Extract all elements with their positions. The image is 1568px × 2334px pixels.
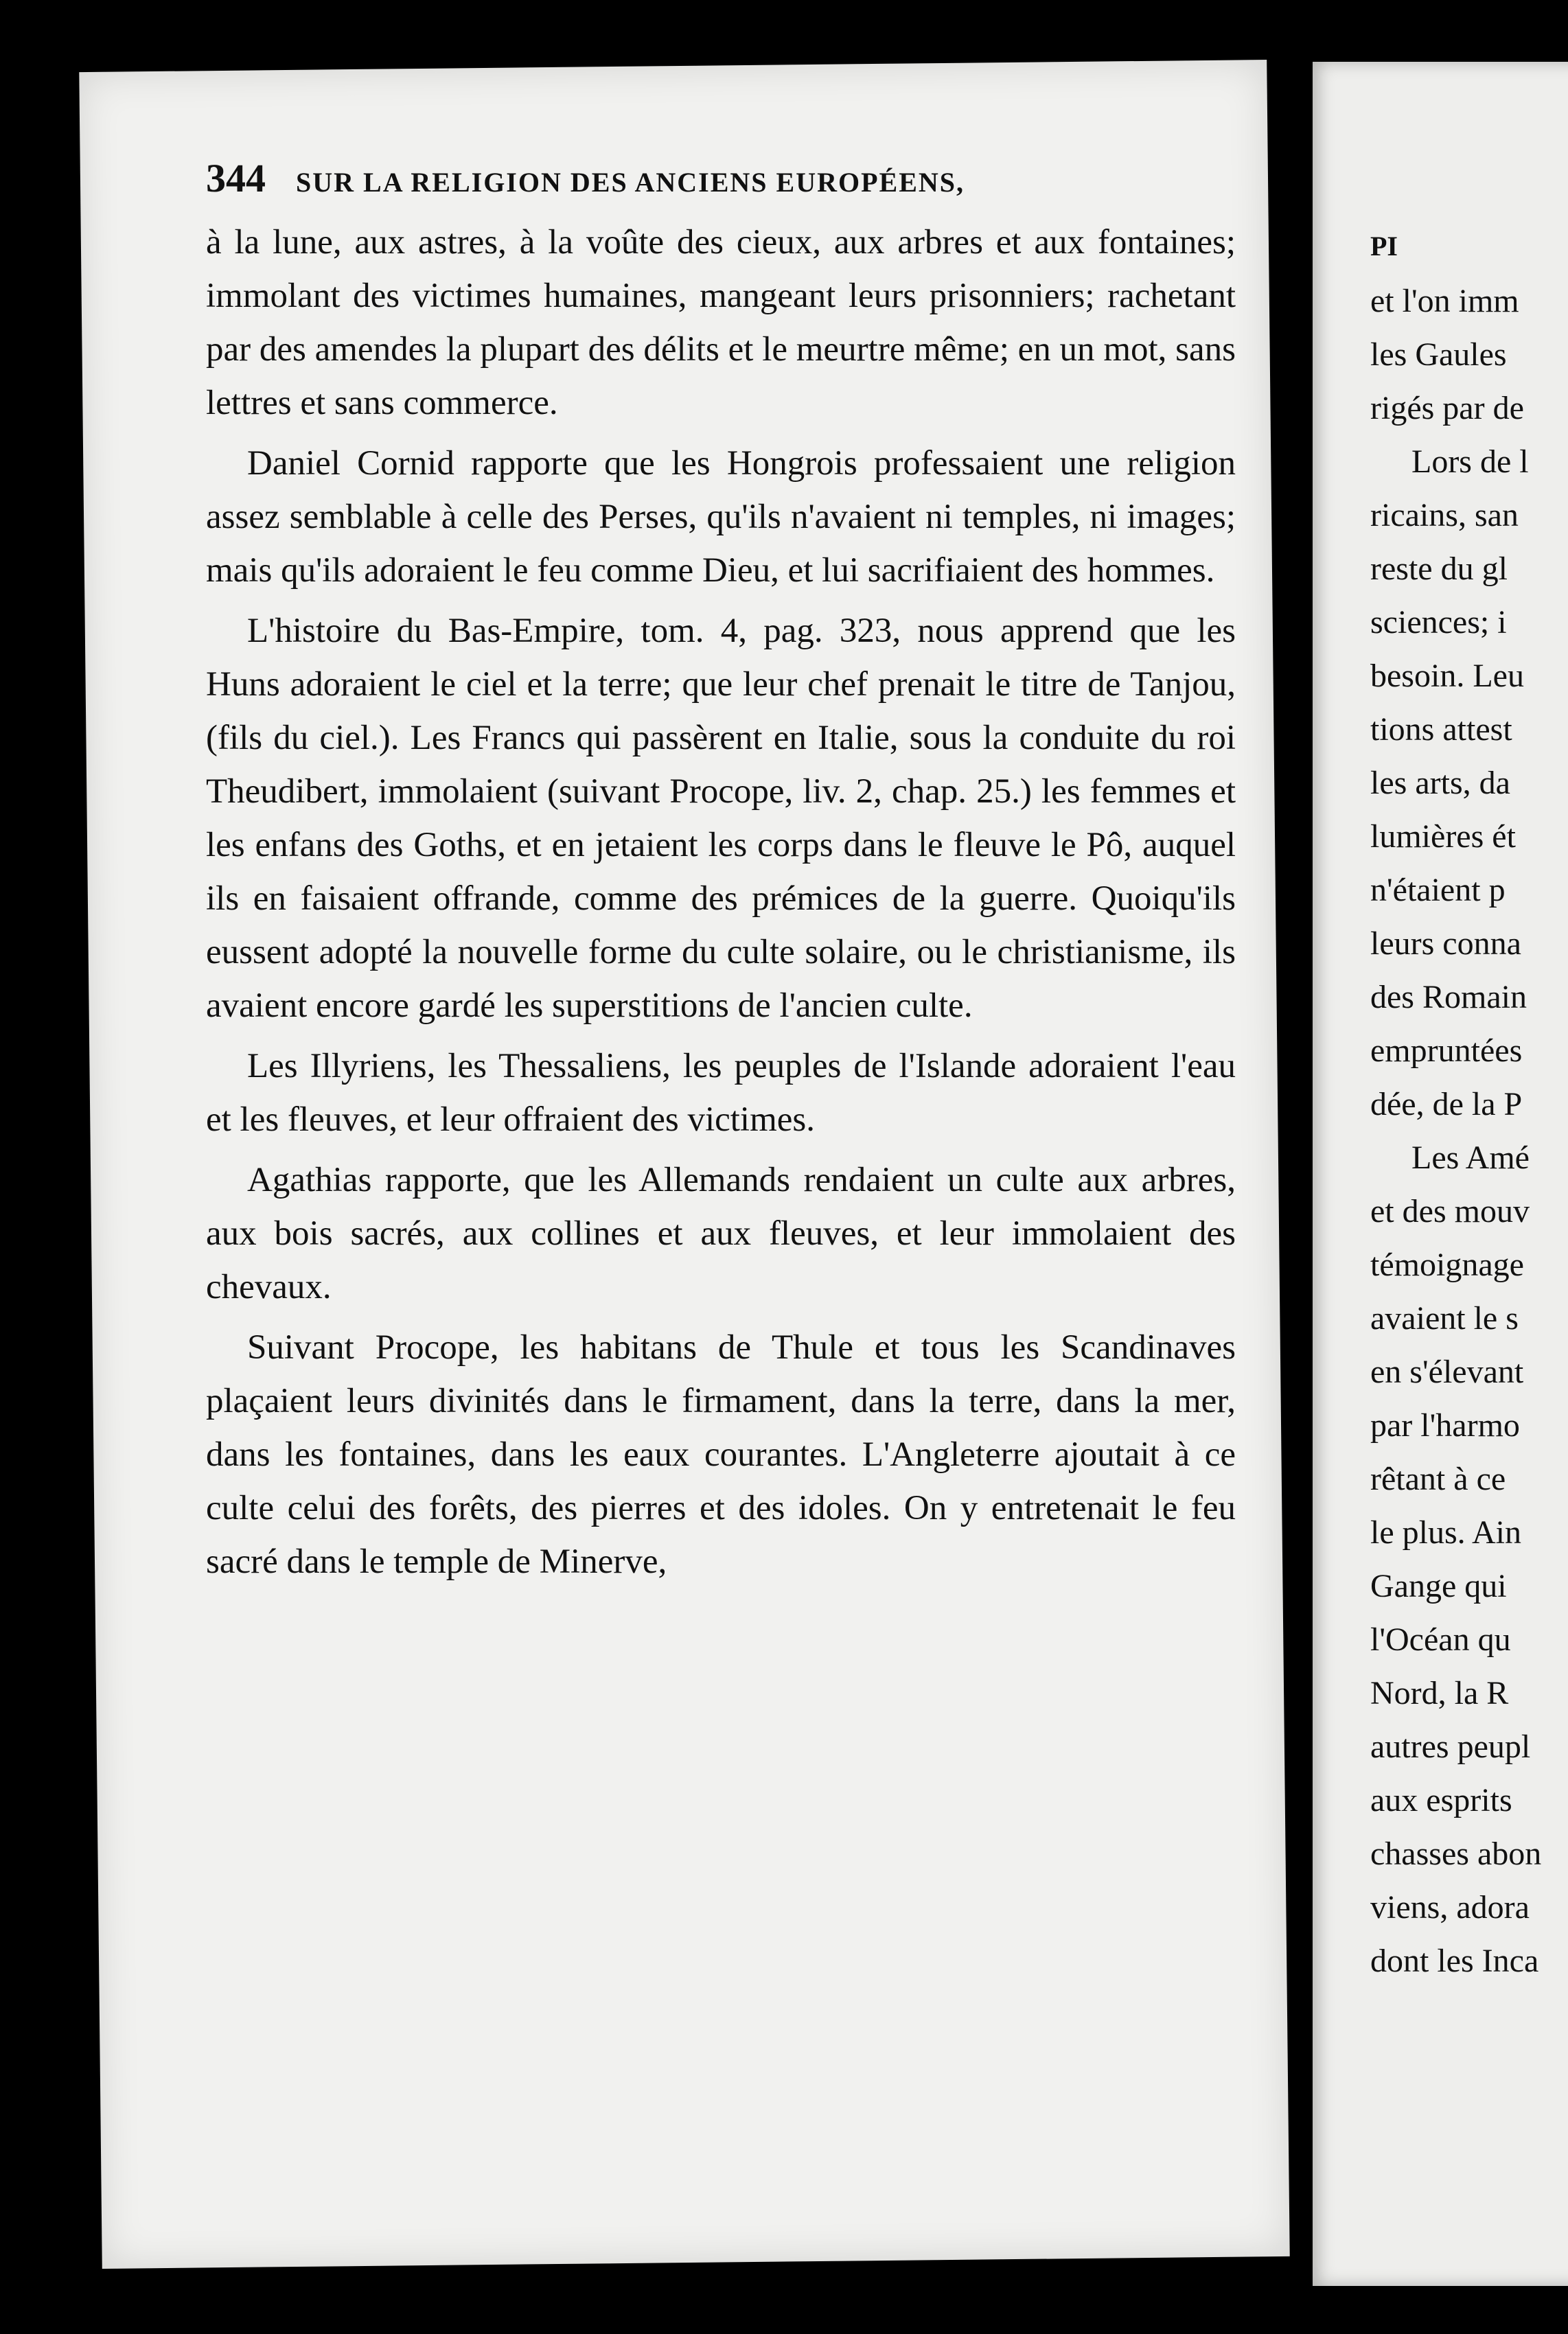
- right-line: sciences; i: [1370, 604, 1507, 640]
- right-line: chasses abon: [1370, 1836, 1542, 1872]
- paragraph-1: à la lune, aux astres, à la voûte des cieux, aux arbres et aux fontaines; immolant des victimes humaines, mangeant leurs prisonniers; rachetant par des amendes la plupart des délits et le meurtre même; en un mot, sans lettres et sans commerce.: [206, 223, 1236, 422]
- paragraph-4: Les Illyriens, les Thessaliens, les peuples de l'Islande adoraient l'eau et les fleuves, et leur offraient des victimes.: [206, 1047, 1236, 1139]
- right-line: les arts, da: [1370, 765, 1510, 801]
- running-head: SUR LA RELIGION DES ANCIENS EUROPÉENS,: [296, 167, 965, 198]
- right-line: dée, de la P: [1370, 1086, 1523, 1122]
- right-line: lumières ét: [1370, 818, 1516, 855]
- right-line: par l'harmo: [1370, 1407, 1520, 1444]
- right-line: reste du gl: [1370, 551, 1508, 587]
- right-page-text: [1370, 220, 1541, 1988]
- right-line: le plus. Ain: [1370, 1514, 1522, 1551]
- right-line: Lors de l: [1411, 443, 1529, 480]
- right-line: autres peupl: [1370, 1729, 1531, 1765]
- right-line: rêtant à ce: [1370, 1461, 1506, 1497]
- right-line: témoignage: [1370, 1247, 1524, 1283]
- right-line: besoin. Leu: [1370, 658, 1524, 694]
- right-line: Les Amé: [1411, 1140, 1530, 1176]
- right-page: [1313, 62, 1568, 2286]
- right-line: leurs conna: [1370, 925, 1521, 962]
- right-line: et des mouv: [1370, 1193, 1530, 1229]
- right-line: dont les Inca: [1370, 1943, 1539, 1979]
- body-text: [206, 216, 1236, 1595]
- right-line: viens, adora: [1370, 1889, 1530, 1926]
- right-line: tions attest: [1370, 711, 1512, 748]
- paragraph-2: Daniel Cornid rapporte que les Hongrois professaient une religion assez semblable à celle des Perses, qu'ils n'avaient ni temples, ni images; mais qu'ils adoraient le feu comme Dieu, et lui sacrifiaient des hommes.: [206, 444, 1236, 590]
- right-line: en s'élevant: [1370, 1354, 1524, 1390]
- right-line: des Romain: [1370, 979, 1527, 1015]
- right-line: avaient le s: [1370, 1300, 1519, 1337]
- page-header: [206, 155, 1195, 201]
- right-line: les Gaules: [1370, 336, 1507, 373]
- right-line: Gange qui: [1370, 1568, 1507, 1604]
- paragraph-5: Agathias rapporte, que les Allemands rendaient un culte aux arbres, aux bois sacrés, aux collines et aux fleuves, et leur immolaient des chevaux.: [206, 1161, 1236, 1306]
- paragraph-6: Suivant Procope, les habitans de Thule et tous les Scandinaves plaçaient leurs divinités dans le firmament, dans la terre, dans la mer, dans les fontaines, dans les eaux courantes. L'Angleterre ajoutait à ce culte celui des forêts, des pierres et des idoles. On y entretenait le feu sacré dans le temple de Minerve,: [206, 1328, 1236, 1581]
- right-line: n'étaient p: [1370, 872, 1506, 908]
- right-line: ricains, san: [1370, 497, 1519, 533]
- paragraph-3: L'histoire du Bas-Empire, tom. 4, pag. 323, nous apprend que les Huns adoraient le ciel et la terre; que leur chef prenait le titre de Tanjou, (fils du ciel.). Les Francs qui passèrent en Italie, sous la conduite du roi Theudibert, immolaient (suivant Procope, liv. 2, chap. 25.) les femmes et les enfans des Goths, et en jetaient les corps dans le fleuve le Pô, auquel ils en faisaient offrande, comme des prémices de la guerre. Quoiqu'ils eussent adopté la nouvelle forme du culte solaire, ou le christianisme, ils avaient encore gardé les superstitions de l'ancien culte.: [206, 612, 1236, 1025]
- right-line: Nord, la R: [1370, 1675, 1509, 1711]
- right-line: rigés par de: [1370, 390, 1524, 426]
- right-line: l'Océan qu: [1370, 1621, 1511, 1658]
- page-number: 344: [206, 156, 266, 200]
- right-line: aux esprits: [1370, 1782, 1512, 1818]
- right-line: empruntées: [1370, 1032, 1523, 1069]
- right-line: et l'on imm: [1370, 283, 1519, 319]
- right-running-head: PI: [1370, 231, 1398, 262]
